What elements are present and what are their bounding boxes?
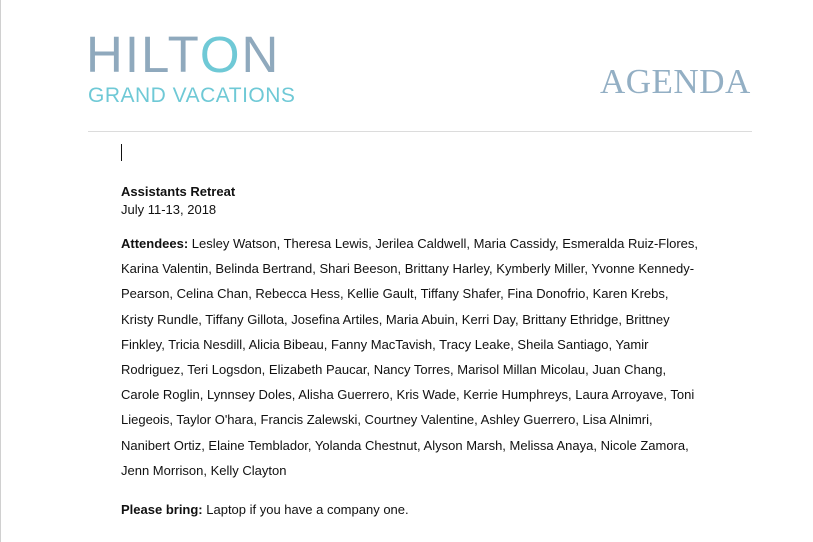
logo-wordmark [86,28,280,82]
attendees-label: Attendees: [121,236,189,251]
page-left-border [0,0,1,542]
attendees-list: Lesley Watson, Theresa Lewis, Jerilea Caldwell, Maria Cassidy, Esmeralda Ruiz-Flores, Karina Valentin, Belinda Bertrand, Shari Beeson, Brittany Harley, Kymberly Miller, Yvonne Kennedy-Pearson, Celina Chan, Rebecca Hess, Kellie Gault, Tiffany Shafer, Fina Donofrio, Karen Krebs, Kristy Rundle, Tiffany Gillota, Josefina Artiles, Maria Abuin, Kerri Day, Brittany Ethridge, Brittney Finkley, Tricia Nesdill, Alicia Bibeau, Fanny MacTavish, Tracy Leake, Sheila Santiago, Yamir Rodriguez, Teri Logsdon, Elizabeth Paucar, Nancy Torres, Marisol Millan Micolau, Juan Chang, Carole Roglin, Lynnsey Doles, Alisha Guerrero, Kris Wade, Kerrie Humphreys, Laura Arroyave, Toni Liegeois, Taylor O'hara, Francis Zalewski, Courtney Valentine, Ashley Guerrero, Lisa Alnimri, Nanibert Ortiz, Elaine Temblador, Yolanda Chestnut, Alyson Marsh, Melissa Anaya, Nicole Zamora, Jenn Morrison, Kelly Clayton [121,236,699,478]
please-bring-text: Laptop if you have a company one. [202,502,409,518]
logo-wordmark-accent: O [199,26,242,83]
header-divider [88,131,752,132]
document-title: AGENDA [600,62,751,101]
event-date: July 11-13, 2018 [121,202,217,217]
logo-subtitle: GRAND VACATIONS [88,84,296,107]
logo-wordmark-suffix: N [241,26,281,83]
document-body[interactable] [121,183,701,522]
text-cursor [121,144,122,161]
attendees-paragraph [121,231,701,483]
event-title: Assistants Retreat [121,184,236,199]
please-bring-label: Please bring: [121,502,203,518]
hilton-grand-vacations-logo [86,28,326,112]
please-bring-paragraph [121,497,701,522]
logo-wordmark-prefix: HILT [86,26,200,83]
